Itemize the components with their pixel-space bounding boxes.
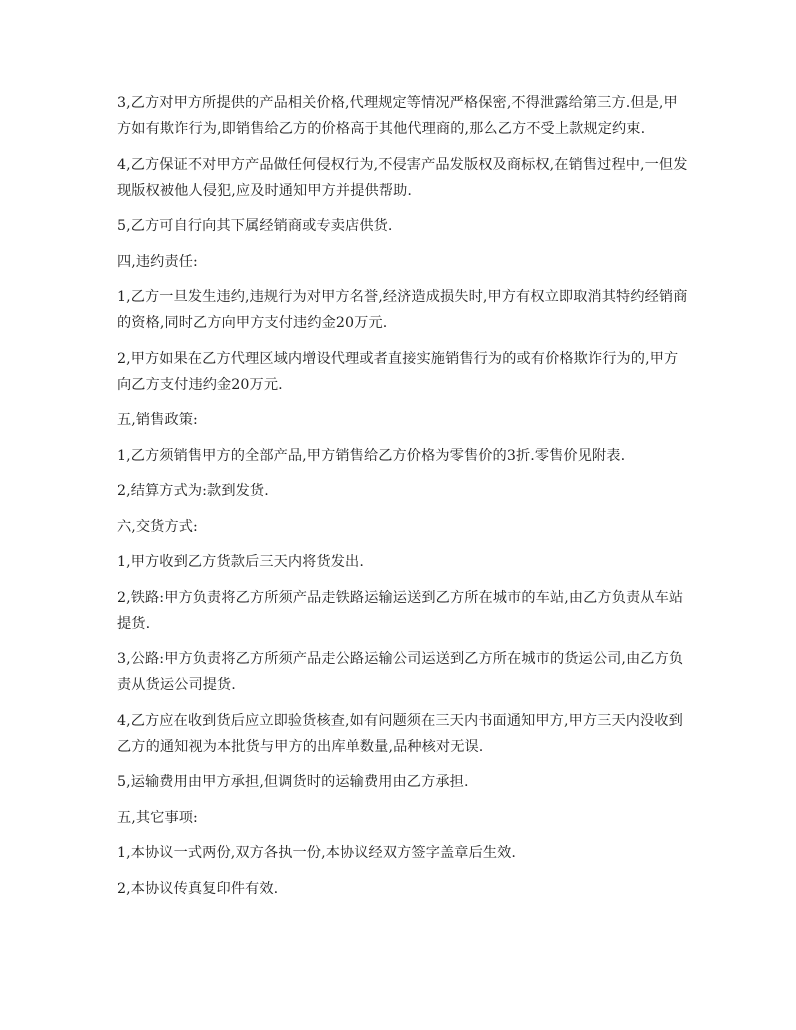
paragraph-other-1: 1,本协议一式两份,双方各执一份,本协议经双方签字盖章后生效.	[117, 845, 517, 861]
paragraph-delivery-5-freight: 5,运输费用由甲方承担,但调货时的运输费用由乙方承担.	[117, 774, 469, 790]
paragraph-liability-2: 2,甲方如果在乙方代理区域内增设代理或者直接实施销售行为的或有价格欺诈行为的,甲方向乙方支付违约金20万元.	[117, 350, 679, 393]
section-heading-liability: 四,违约责任:	[117, 253, 198, 270]
paragraph-clause-3-confidentiality: 3,乙方对甲方所提供的产品相关价格,代理规定等情况严格保密,不得泄露给第三方.但是,甲方如有欺诈行为,即销售给乙方的价格高于其他代理商的,那么乙方不受上款规定约束.	[117, 95, 678, 137]
section-heading-sales-policy: 五,销售政策:	[117, 412, 198, 428]
paragraph-clause-5-supply: 5,乙方可自行向其下属经销商或专卖店供货.	[117, 218, 393, 234]
paragraph-sales-2: 2,结算方式为:款到发货.	[117, 483, 269, 499]
paragraph-delivery-2-railway: 2,铁路:甲方负责将乙方所须产品走铁路运输运送到乙方所在城市的车站,由乙方负责从车站提货.	[117, 589, 684, 632]
paragraph-delivery-3-road: 3,公路:甲方负责将乙方所须产品走公路运输公司运送到乙方所在城市的货运公司,由乙方负责从货运公司提货.	[117, 651, 684, 693]
paragraph-sales-1: 1,乙方须销售甲方的全部产品,甲方销售给乙方价格为零售价的3折.零售价见附表.	[117, 447, 626, 464]
paragraph-delivery-4-inspection: 4,乙方应在收到货后应立即验货核查,如有问题须在三天内书面通知甲方,甲方三天内没收到乙方的通知视为本批货与甲方的出库单数量,品种核对无误.	[117, 712, 683, 755]
section-heading-other-matters: 五,其它事项:	[117, 809, 198, 826]
paragraph-delivery-1: 1,甲方收到乙方货款后三天内将货发出.	[117, 554, 364, 570]
paragraph-other-2: 2,本协议传真复印件有效.	[117, 880, 279, 897]
paragraph-clause-4-infringement: 4,乙方保证不对甲方产品做任何侵权行为,不侵害产品发版权及商标权,在销售过程中,一但发现版权被他人侵犯,应及时通知甲方并提供帮助.	[117, 156, 688, 199]
section-heading-delivery: 六,交货方式:	[117, 518, 198, 535]
document-body	[117, 90, 692, 911]
paragraph-liability-1: 1,乙方一旦发生违约,违规行为对甲方名誉,经济造成损失时,甲方有权立即取消其特约经销商的资格,同时乙方向甲方支付违约金20万元.	[117, 289, 688, 331]
